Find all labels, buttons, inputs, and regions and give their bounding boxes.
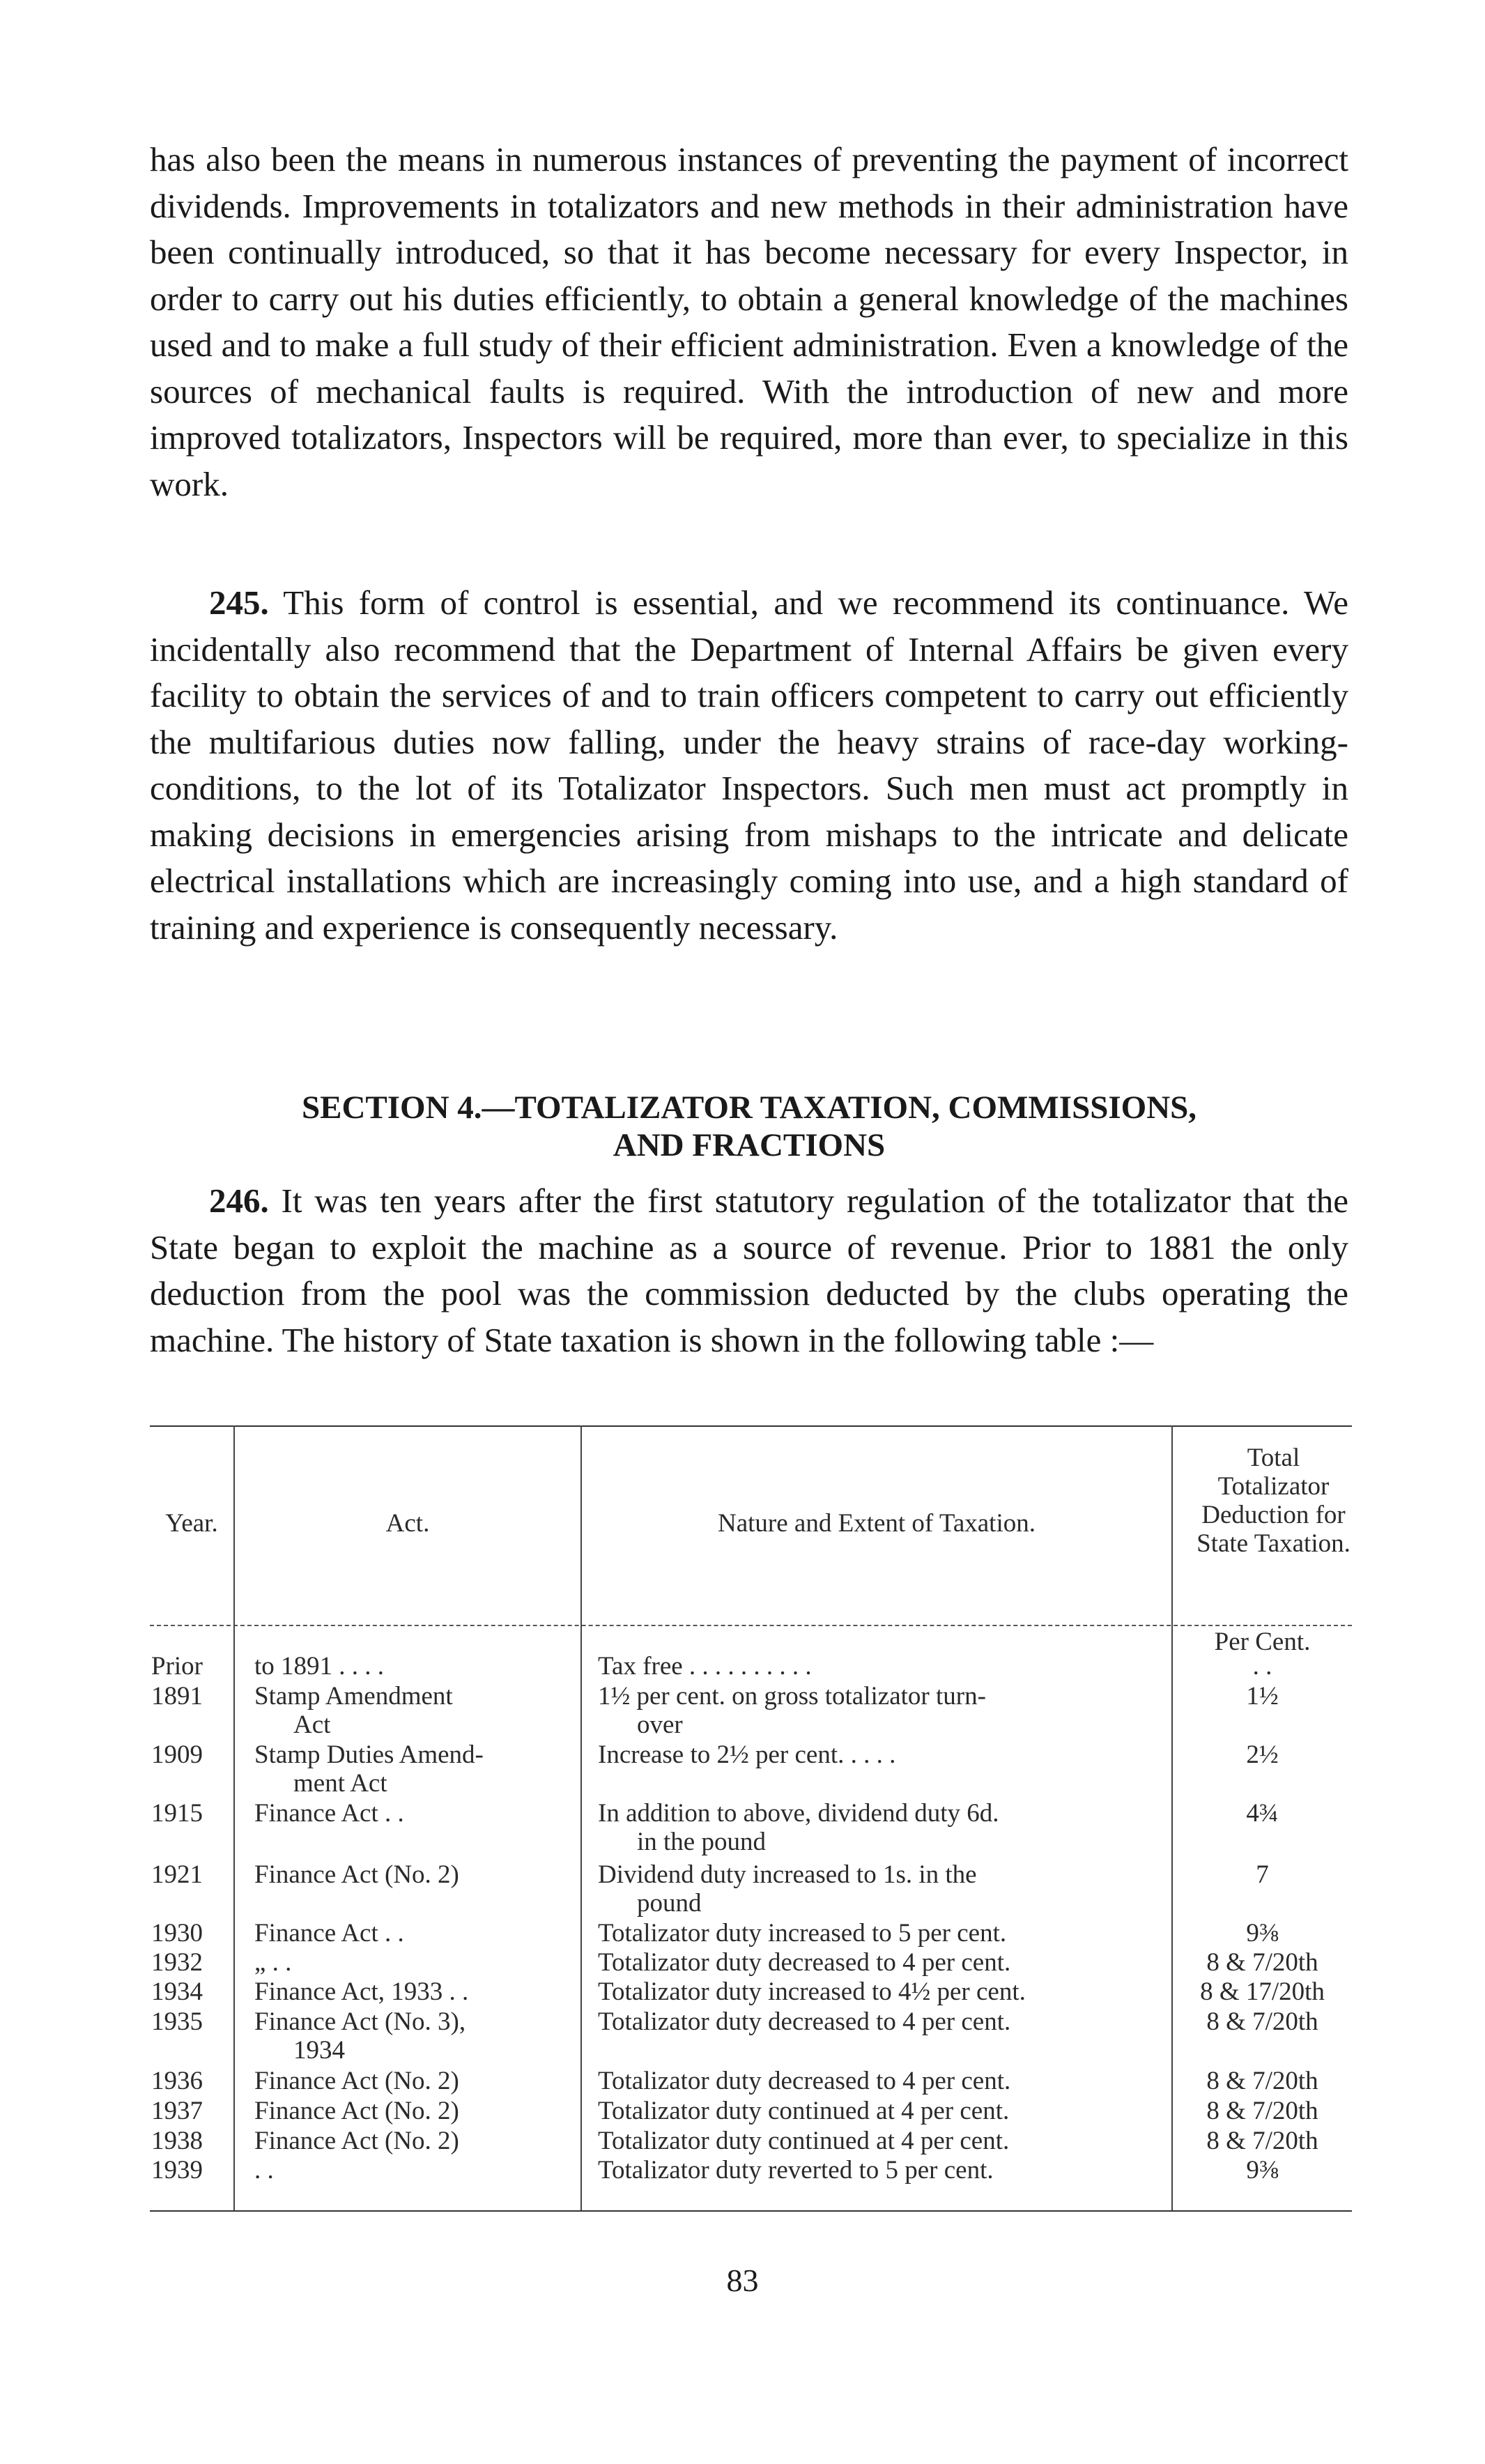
cell-nature-line-1: Totalizator duty continued at 4 per cent. [598, 2127, 1010, 2155]
cell-act-line-1: „ . . [254, 1948, 292, 1977]
unit-label: Per Cent. [1214, 1628, 1311, 1656]
cell-total: . . [1252, 1652, 1272, 1681]
cell-nature [598, 1652, 1155, 1681]
cell-year: 1915 [151, 1799, 203, 1828]
cell-year: 1939 [151, 2156, 203, 2184]
cell-nature [598, 1799, 1155, 1856]
paragraph-number: 246. [209, 1181, 269, 1220]
cell-total: 8 & 7/20th [1206, 2067, 1318, 2095]
cell-act [254, 2097, 571, 2125]
header-total: Total Totalizator Deduction for State Taxation. [1197, 1444, 1351, 1558]
cell-nature-line-1: Totalizator duty continued at 4 per cent. [598, 2097, 1010, 2125]
cell-nature-line-2: in the pound [637, 1828, 766, 1856]
cell-year: 1932 [151, 1948, 203, 1977]
cell-nature-line-2: pound [637, 1889, 702, 1918]
cell-year: 1936 [151, 2067, 203, 2095]
section-heading-line-1: SECTION 4.—TOTALIZATOR TAXATION, COMMISSIONS, [301, 1089, 1197, 1126]
cell-year: 1937 [151, 2097, 203, 2125]
cell-total: 4¾ [1246, 1799, 1279, 1828]
cell-year: 1891 [151, 1682, 203, 1711]
cell-total: 8 & 7/20th [1206, 1948, 1318, 1977]
cell-act-line-1: Finance Act (No. 2) [254, 2127, 459, 2155]
cell-nature [598, 2097, 1155, 2125]
cell-year: 1934 [151, 1977, 203, 2006]
cell-act-line-1: Finance Act . . [254, 1919, 404, 1948]
cell-act-line-2: Act [293, 1711, 331, 1739]
taxation-table [150, 1425, 1352, 2213]
cell-year: 1921 [151, 1860, 203, 1889]
cell-act-line-1: Stamp Duties Amend- [254, 1740, 484, 1769]
cell-act-line-2: ment Act [293, 1769, 387, 1798]
cell-nature-line-1: In addition to above, dividend duty 6d. [598, 1799, 999, 1828]
cell-act-line-1: Finance Act, 1933 . . [254, 1977, 469, 2006]
cell-act [254, 1977, 571, 2006]
page-number: 83 [726, 2263, 759, 2298]
paragraph-text: It was ten years after the first statutory regulation of the totalizator that the State began to exploit the machine as a source of revenue. Prior to 1881 the only deduction from the pool was the commission deducted by the clubs operating the machine. The history of State taxation is shown in the following table :— [150, 1181, 1349, 1359]
cell-total: 9⅜ [1246, 2156, 1279, 2184]
cell-nature-line-1: Totalizator duty reverted to 5 per cent. [598, 2156, 994, 2184]
cell-act [254, 1948, 571, 1977]
column-divider [580, 1425, 582, 2210]
paragraph-number: 245. [209, 583, 269, 622]
cell-total: 8 & 7/20th [1206, 2127, 1318, 2155]
cell-year: 1938 [151, 2127, 203, 2155]
cell-nature [598, 2067, 1155, 2095]
cell-year: 1909 [151, 1740, 203, 1769]
cell-nature-line-1: Tax free . . . . . . . . . . [598, 1652, 812, 1681]
cell-act [254, 2127, 571, 2155]
cell-act-line-1: Finance Act (No. 3), [254, 2007, 466, 2036]
cell-act [254, 1740, 571, 1798]
cell-total: 8 & 17/20th [1200, 1977, 1325, 2006]
cell-total: 1½ [1246, 1682, 1279, 1711]
cell-act-line-1: Finance Act (No. 2) [254, 2067, 459, 2095]
cell-act [254, 1919, 571, 1948]
cell-nature-line-2: over [637, 1711, 683, 1739]
cell-year: 1930 [151, 1919, 203, 1948]
cell-act [254, 2007, 571, 2065]
cell-act [254, 1860, 571, 1889]
header-year: Year. [165, 1509, 218, 1538]
cell-act-line-1: Stamp Amendment [254, 1682, 453, 1711]
paragraph-continuation [150, 137, 1348, 507]
paragraph-text: has also been the means in numerous instances of preventing the payment of incorrect dividends. Improvements in totalizators and new methods in their administration have been continually introduced, so that it has become necessary for every Inspector, in order to carry out his duties efficiently, to obtain a general knowledge of the machines used and to make a full study of their efficient administration. Even a knowledge of the sources of mechanical faults is required. With the introduction of new and more improved totalizators, Inspectors will be required, more than ever, to specialize in this work. [150, 140, 1348, 503]
cell-nature [598, 1860, 1155, 1918]
cell-act-line-2: 1934 [293, 2036, 345, 2065]
cell-act [254, 2067, 571, 2095]
paragraph-245 [150, 580, 1348, 951]
section-heading-line-2: AND FRACTIONS [613, 1127, 886, 1163]
cell-nature [598, 2156, 1155, 2184]
table-bottom-rule [150, 2210, 1352, 2212]
paragraph-text: This form of control is essential, and we recommend its continuance. We incidentally also recommend that the Department of Internal Affairs be given every facility to obtain the services of and to train officers competent to carry out efficiently the multifarious duties now falling, under the heavy strains of race-day working-conditions, to the lot of its Totalizator Inspectors. Such men must act promptly in making decisions in emergencies arising from mishaps to the intricate and delicate electrical installations which are increasingly coming into use, and a high standard of training and experience is consequently necessary. [150, 583, 1348, 947]
cell-year: Prior [151, 1652, 203, 1681]
cell-nature-line-1: Totalizator duty increased to 5 per cent. [598, 1919, 1007, 1948]
cell-nature [598, 1977, 1155, 2006]
cell-nature-line-1: 1½ per cent. on gross totalizator turn- [598, 1682, 986, 1711]
cell-nature-line-1: Dividend duty increased to 1s. in the [598, 1860, 977, 1889]
header-nature: Nature and Extent of Taxation. [718, 1509, 1036, 1538]
cell-year: 1935 [151, 2007, 203, 2036]
cell-total: 7 [1256, 1860, 1269, 1889]
cell-total: 2½ [1246, 1740, 1279, 1769]
header-act: Act. [385, 1509, 430, 1538]
cell-nature-line-1: Totalizator duty decreased to 4 per cent. [598, 2067, 1011, 2095]
cell-total: 8 & 7/20th [1206, 2007, 1318, 2036]
cell-nature [598, 1682, 1155, 1739]
cell-nature [598, 1919, 1155, 1948]
cell-nature [598, 1740, 1155, 1769]
cell-total: 8 & 7/20th [1206, 2097, 1318, 2125]
paragraph-246 [150, 1178, 1348, 1363]
cell-nature-line-1: Totalizator duty increased to 4½ per cent. [598, 1977, 1026, 2006]
cell-act [254, 1682, 571, 1739]
cell-nature-line-1: Increase to 2½ per cent. . . . . [598, 1740, 896, 1769]
cell-act-line-1: Finance Act . . [254, 1799, 404, 1828]
cell-act-line-1: . . [254, 2156, 274, 2184]
cell-act-line-1: Finance Act (No. 2) [254, 1860, 459, 1889]
cell-act-line-1: to 1891 . . . . [254, 1652, 385, 1681]
cell-nature [598, 2007, 1155, 2036]
cell-nature-line-1: Totalizator duty decreased to 4 per cent. [598, 2007, 1011, 2036]
cell-act [254, 2156, 571, 2184]
cell-nature [598, 1948, 1155, 1977]
cell-nature [598, 2127, 1155, 2155]
cell-act-line-1: Finance Act (No. 2) [254, 2097, 459, 2125]
cell-act [254, 1652, 571, 1681]
cell-total: 9⅜ [1246, 1919, 1279, 1948]
section-heading [150, 1089, 1348, 1164]
cell-nature-line-1: Totalizator duty decreased to 4 per cent. [598, 1948, 1011, 1977]
cell-act [254, 1799, 571, 1828]
